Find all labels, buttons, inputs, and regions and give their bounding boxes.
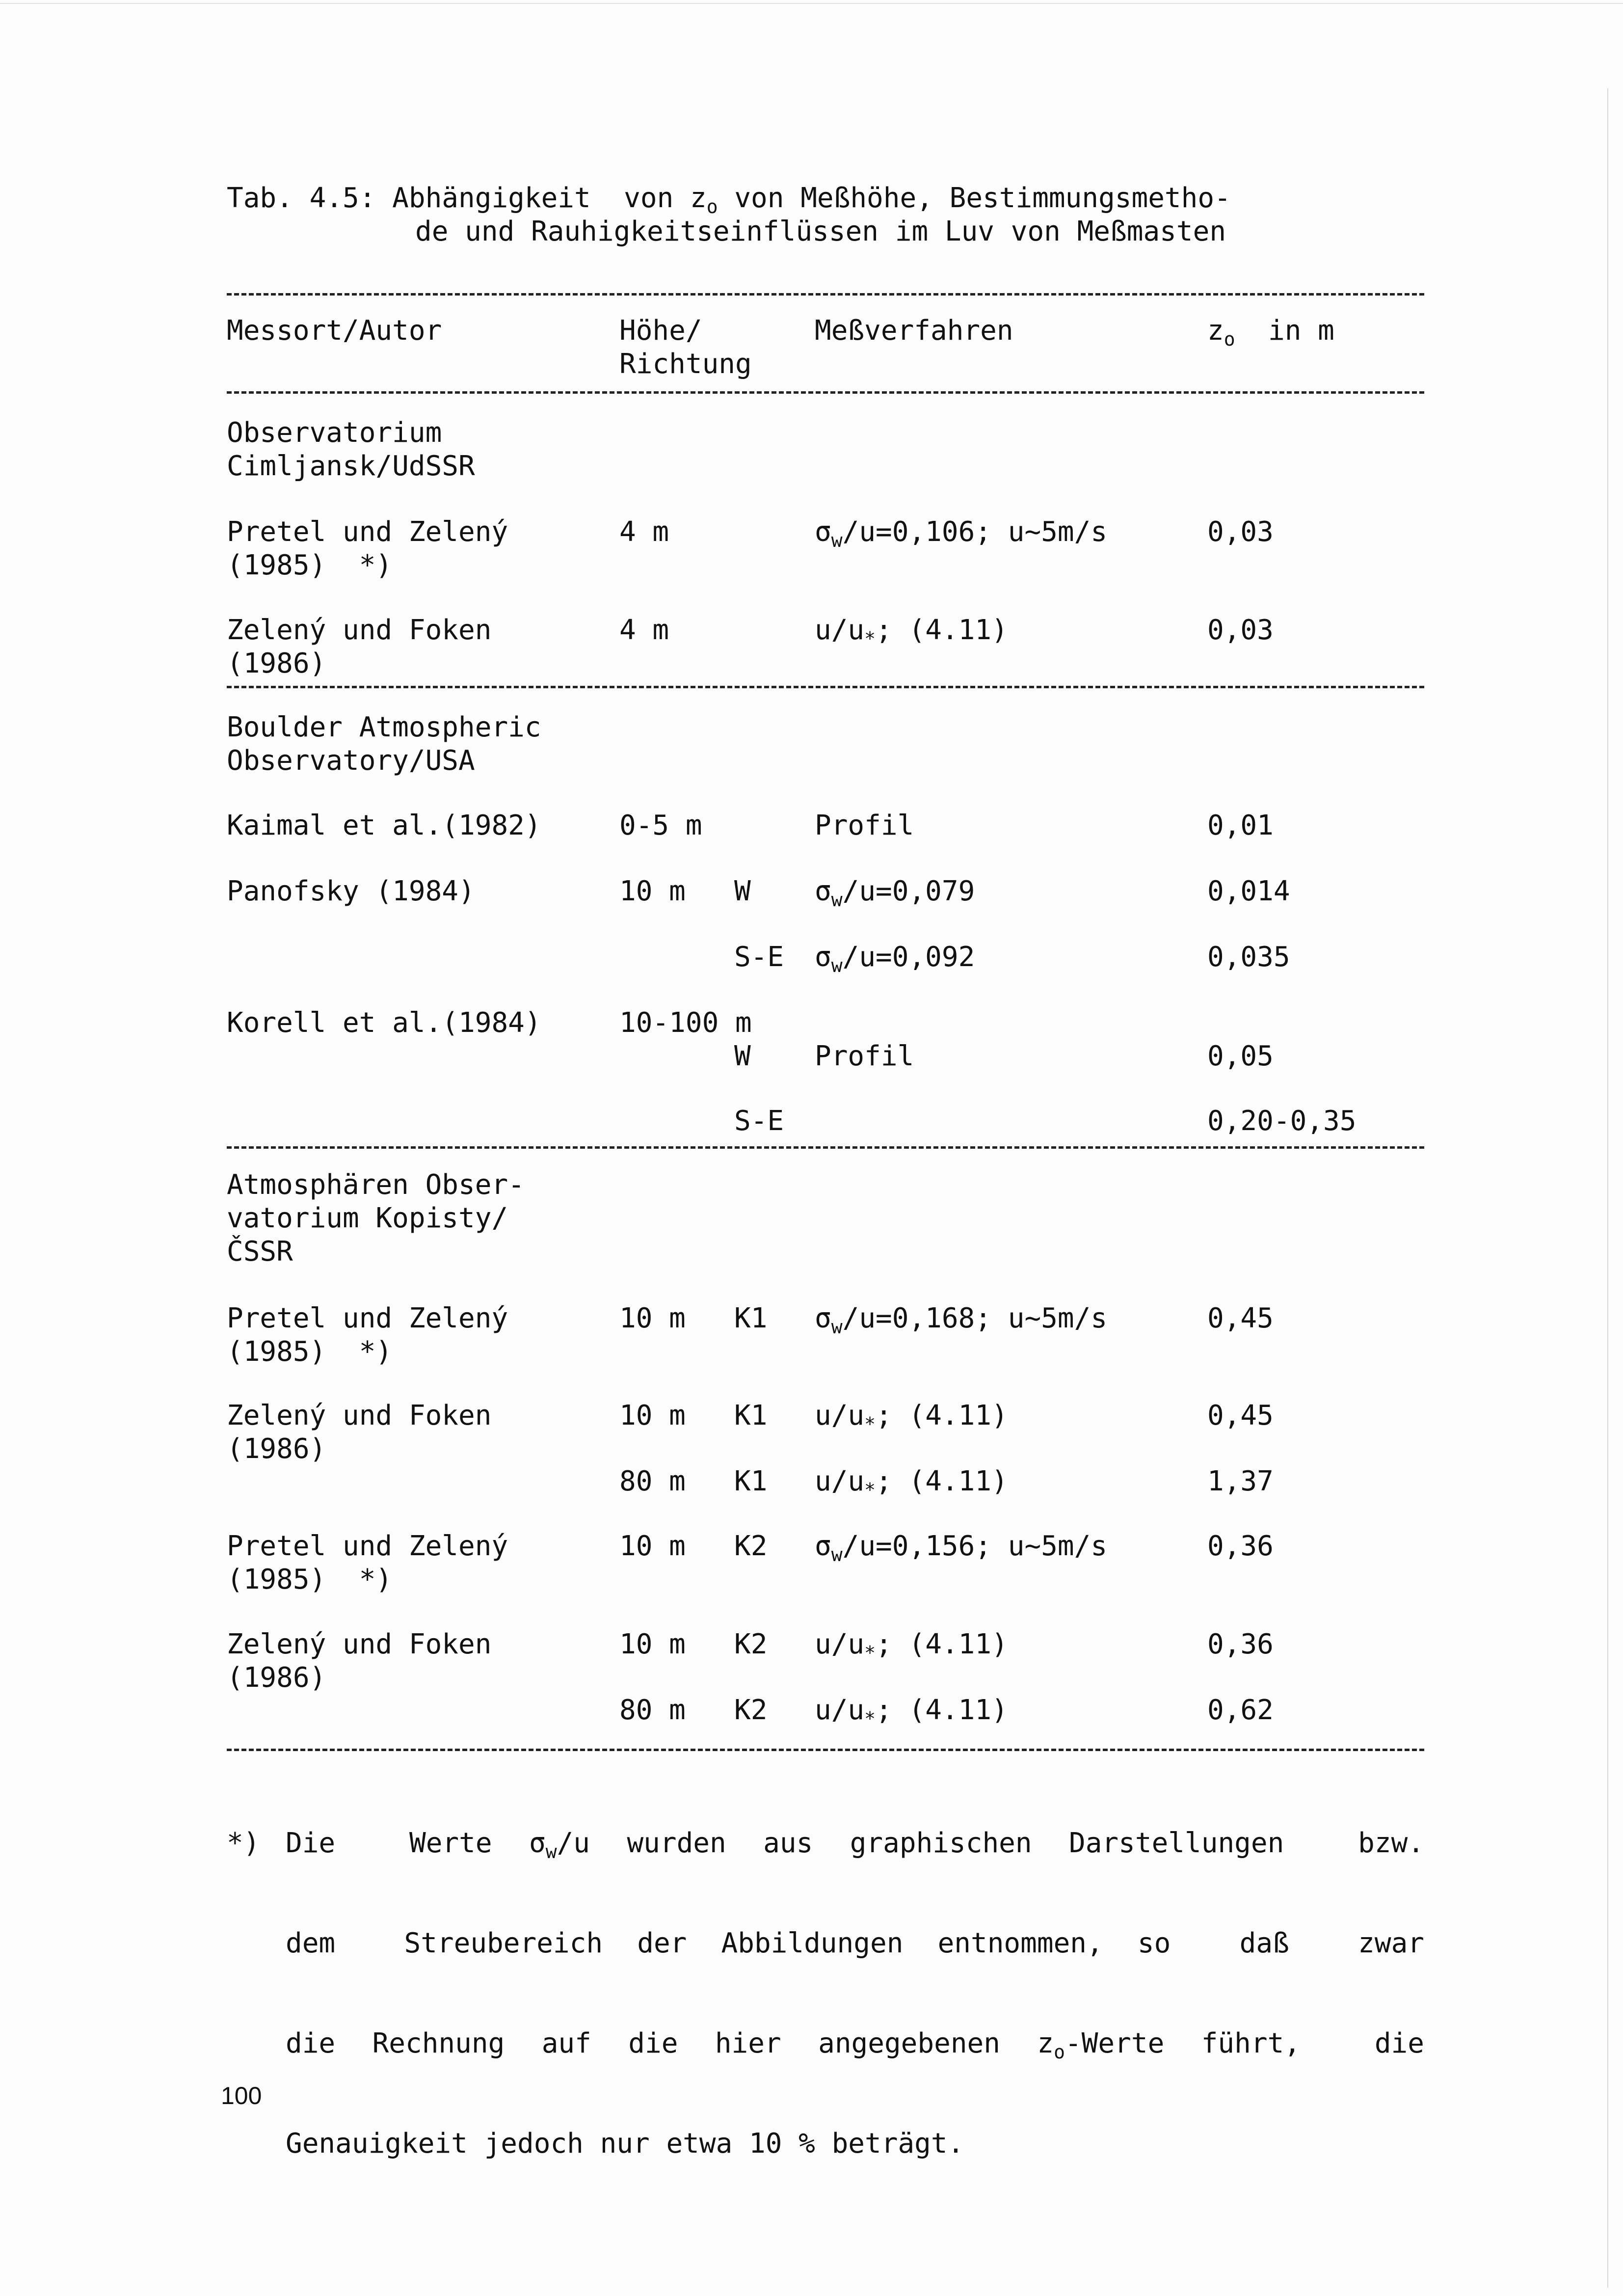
row-z0: 1,37 <box>1207 1465 1274 1497</box>
row-height: 10 m <box>619 1628 686 1660</box>
footnote-line: Die Werte $\sigma_w/u$ wurden aus graphischen Darstellungen bzw. <box>286 1827 1425 1863</box>
section-rule <box>227 1146 1424 1149</box>
row-direction: K2 <box>734 1628 768 1660</box>
row-author-year: (1986) <box>227 1662 326 1694</box>
row-z0: 0,05 <box>1207 1040 1274 1072</box>
row-z0: 0,45 <box>1207 1302 1274 1334</box>
row-z0: 0,45 <box>1207 1400 1274 1432</box>
header-rule <box>227 391 1424 394</box>
row-author: Korell et al.(1984) <box>227 1007 541 1039</box>
row-direction: W <box>734 875 751 907</box>
section-title: Cimljansk/UdSSR <box>227 450 475 482</box>
row-direction: K2 <box>734 1694 768 1726</box>
row-method: $\sigma_w/u=0,092$ <box>815 941 975 976</box>
row-z0: 0,01 <box>1207 810 1274 841</box>
table-top-rule <box>227 293 1424 296</box>
row-height: 80 m <box>619 1465 686 1497</box>
header-richtung: Richtung <box>619 348 752 380</box>
row-z0: 0,03 <box>1207 516 1274 548</box>
row-author-year: (1985) *) <box>227 1564 393 1595</box>
row-author: Zelený und Foken <box>227 1400 492 1432</box>
row-z0: 0,035 <box>1207 941 1290 973</box>
row-method: $\sigma_w/u=0,168$; u~5m/s <box>815 1302 1108 1338</box>
row-method: $u/u_*$; (4.11) <box>815 1694 1008 1729</box>
row-method: $u/u_*$; (4.11) <box>815 1465 1008 1501</box>
row-author-year: (1986) <box>227 1433 326 1465</box>
row-method: Profil <box>815 1040 914 1072</box>
row-author: Kaimal et al.(1982) <box>227 810 541 841</box>
row-author: Pretel und Zelený <box>227 1302 508 1334</box>
row-height: 10-100 m <box>619 1007 752 1039</box>
scan-edge-top <box>0 3 1623 4</box>
header-hoehe: Höhe/ <box>619 315 702 347</box>
header-messverfahren: Meßverfahren <box>815 315 1013 347</box>
footnote-mark: *) <box>227 1827 260 1859</box>
section-title: Observatorium <box>227 417 442 449</box>
row-z0: 0,36 <box>1207 1628 1274 1660</box>
row-height: 10 m <box>619 875 686 907</box>
row-height: 0-5 m <box>619 810 702 841</box>
footnote-line: dem Streubereich der Abbildungen entnommen, so daß zwar <box>286 1927 1424 1959</box>
row-direction: K1 <box>734 1400 768 1432</box>
row-z0: 0,36 <box>1207 1530 1274 1562</box>
table-caption: Tab. 4.5: Abhängigkeit von $z_o$ von Meßhöhe, Bestimmungsmetho- de und Rauhigkeitseinflüssen im Luv von Meßmasten <box>227 182 1231 247</box>
row-method: $\sigma_w/u=0,079$ <box>815 875 975 911</box>
row-author: Zelený und Foken <box>227 614 492 646</box>
row-direction: K1 <box>734 1465 768 1497</box>
section-title: Observatory/USA <box>227 745 475 777</box>
row-height: 10 m <box>619 1530 686 1562</box>
table-bottom-rule <box>227 1749 1424 1751</box>
row-direction: S-E <box>734 941 784 973</box>
caption-line-2: de und Rauhigkeitseinflüssen im Luv von Meßmasten <box>415 216 1226 247</box>
page-number: 100 <box>221 2082 262 2109</box>
row-method: $u/u_*$; (4.11) <box>815 1400 1008 1435</box>
row-method: Profil <box>815 810 914 841</box>
row-height: 10 m <box>619 1400 686 1432</box>
row-author-year: (1985) *) <box>227 549 393 581</box>
section-title: ČSSR <box>227 1236 293 1268</box>
row-method: $\sigma_w/u=0,106$; u~5m/s <box>815 516 1108 551</box>
row-method: $u/u_*$; (4.11) <box>815 614 1008 649</box>
header-messort: Messort/Autor <box>227 315 442 347</box>
row-author-year: (1985) *) <box>227 1336 393 1368</box>
row-author: Panofsky (1984) <box>227 875 475 907</box>
row-height: 10 m <box>619 1302 686 1334</box>
row-direction: W <box>734 1040 751 1072</box>
row-height: 4 m <box>619 614 669 646</box>
row-z0: 0,03 <box>1207 614 1274 646</box>
row-direction: S-E <box>734 1105 784 1137</box>
row-author: Pretel und Zelený <box>227 1530 508 1562</box>
footnote-line: Genauigkeit jedoch nur etwa 10 % beträgt. <box>286 2128 964 2160</box>
header-z0: $z_o$ in m <box>1207 315 1334 350</box>
row-method: $\sigma_w/u=0,156$; u~5m/s <box>815 1530 1108 1566</box>
section-rule <box>227 686 1424 688</box>
row-z0: 0,014 <box>1207 875 1290 907</box>
scan-edge-right <box>1607 88 1608 2288</box>
row-z0: 0,20-0,35 <box>1207 1105 1357 1137</box>
row-z0: 0,62 <box>1207 1694 1274 1726</box>
table-footnote <box>227 1760 1424 2227</box>
row-author-year: (1986) <box>227 648 326 679</box>
row-method: $u/u_*$; (4.11) <box>815 1628 1008 1664</box>
row-author: Pretel und Zelený <box>227 516 508 548</box>
row-direction: K1 <box>734 1302 768 1334</box>
section-title: Boulder Atmospheric <box>227 711 541 743</box>
row-height: 80 m <box>619 1694 686 1726</box>
footnote-line: die Rechnung auf die hier angegebenen $z_o$-Werte führt, die <box>286 2027 1424 2063</box>
section-title: Atmosphären Obser- <box>227 1169 525 1201</box>
section-title: vatorium Kopisty/ <box>227 1202 508 1234</box>
row-author: Zelený und Foken <box>227 1628 492 1660</box>
row-height: 4 m <box>619 516 669 548</box>
row-direction: K2 <box>734 1530 768 1562</box>
